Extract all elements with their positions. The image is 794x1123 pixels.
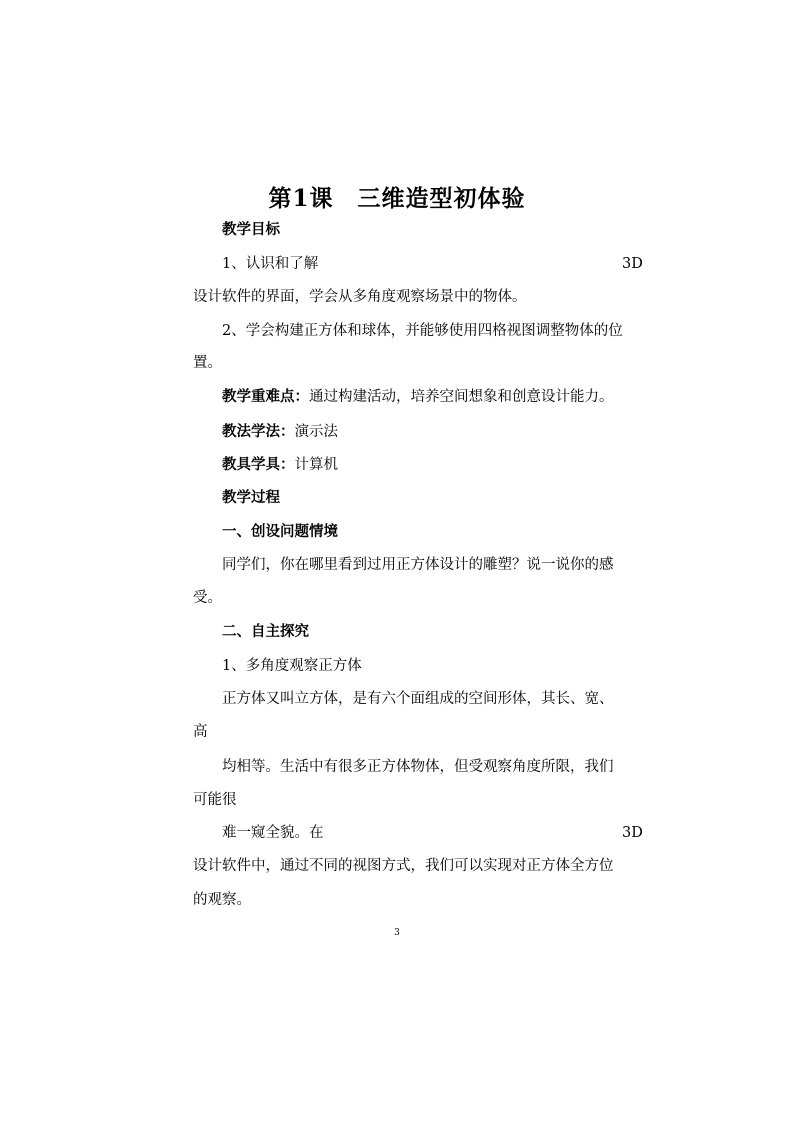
key-points (222, 386, 614, 408)
teaching-method-text: 演示法 (294, 424, 338, 440)
section2-heading: 二、自主探究 (222, 623, 309, 640)
para-b-line1: 均相等。生活中有很多正方体物体，但受观察角度所限，我们 (222, 759, 614, 775)
process-heading: 教学过程 (222, 489, 280, 506)
section2-subheading: 1、多角度观察正方体 (222, 658, 362, 674)
para-c-3d-label: 3D (622, 825, 643, 841)
key-points-text: 通过构建活动，培养空间想象和创意设计能力。 (309, 389, 614, 405)
section1-para-line1: 同学们，你在哪里看到过用正方体设计的雕塑？说一说你的感 (222, 557, 614, 573)
lesson-number: 第1课 (268, 185, 334, 212)
lesson-name: 三维造型初体验 (357, 185, 526, 212)
goal2-line1: 2、学会构建正方体和球体，并能够使用四格视图调整物体的位 (222, 323, 623, 339)
teaching-tools-text: 计算机 (294, 457, 338, 473)
lesson-title (0, 180, 794, 213)
teaching-method (222, 421, 338, 443)
page-number: 3 (394, 928, 400, 938)
goal1-line1: 1、认识和了解 (222, 256, 319, 272)
para-a-line2: 高 (193, 724, 208, 740)
para-c-line2: 设计软件中，通过不同的视图方式，我们可以实现对正方体全方位 (193, 858, 614, 874)
para-a-line1: 正方体又叫立方体，是有六个面组成的空间形体，其长、宽、 (222, 691, 614, 707)
goal1-line2: 设计软件的界面，学会从多角度观察场景中的物体。 (193, 289, 527, 305)
teaching-method-label: 教法学法： (222, 423, 295, 440)
goal2-line2: 置。 (193, 355, 222, 371)
teaching-tools-label: 教具学具： (222, 456, 295, 473)
key-points-label: 教学重难点： (222, 388, 309, 405)
teaching-tools (222, 454, 338, 476)
para-c-line3: 的观察。 (193, 892, 251, 908)
section1-heading: 一、创设问题情境 (222, 523, 338, 540)
goal1-3d-label: 3D (622, 256, 643, 272)
section1-para-line2: 受。 (193, 590, 222, 606)
para-b-line2: 可能很 (193, 792, 237, 808)
para-c-line1: 难一窥全貌。在 (222, 825, 324, 841)
goals-heading: 教学目标 (222, 221, 280, 238)
